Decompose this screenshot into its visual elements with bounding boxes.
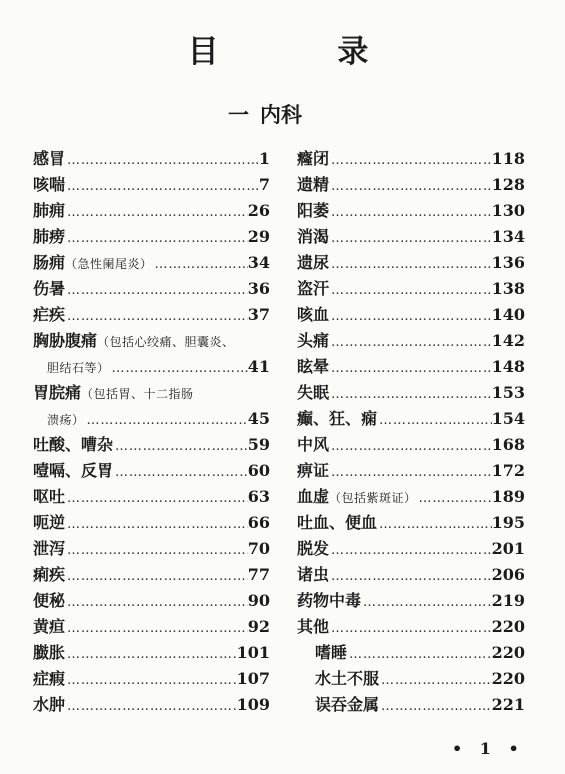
leader-dots [65, 538, 248, 564]
toc-entry [297, 614, 525, 640]
toc-entry-page: 219 [491, 591, 525, 610]
toc-entry [33, 432, 270, 458]
toc-entry-page: 148 [491, 357, 525, 376]
toc-entry-label: 嗜睡 [315, 643, 348, 662]
toc-entry [33, 146, 270, 172]
toc-entry-label: 肠痈 [33, 253, 66, 272]
leader-dots [329, 304, 492, 330]
toc-entry [297, 406, 525, 432]
toc-entry-note: （急性阑尾炎） [65, 257, 153, 271]
toc-entry-label: 癃闭 [297, 149, 330, 168]
toc-entry [297, 666, 525, 692]
toc-entry [297, 640, 525, 666]
toc-entry-label: 感冒 [33, 149, 66, 168]
leader-dots [113, 460, 248, 486]
leader-dots [379, 694, 492, 720]
toc-entry-note: （包括心绞痛、胆囊炎、 [97, 335, 235, 349]
toc-entry [33, 406, 270, 432]
leader-dots [113, 434, 248, 460]
toc-entry-label: 血虚 [297, 487, 330, 506]
leader-dots [329, 252, 492, 278]
toc-entry [33, 640, 270, 666]
toc-entry-page: 206 [491, 565, 525, 584]
toc-entry-page: 26 [247, 201, 270, 220]
toc-entry [297, 432, 525, 458]
toc-entry [297, 510, 525, 536]
leader-dots [417, 486, 492, 512]
toc-entry [297, 562, 525, 588]
toc-entry-label: 咳喘 [33, 175, 66, 194]
section-name: 内科 [260, 102, 302, 127]
toc-entry-page: 153 [491, 383, 525, 402]
toc-entry [33, 562, 270, 588]
leader-dots [379, 668, 492, 694]
toc-entry [297, 224, 525, 250]
toc-entry [297, 458, 525, 484]
toc-entry [33, 484, 270, 510]
leader-dots [85, 408, 248, 434]
toc-entry-page: 220 [491, 669, 525, 688]
toc-entry [33, 328, 270, 354]
toc-entry-page: 128 [491, 175, 525, 194]
section-heading [228, 99, 302, 129]
leader-dots [65, 694, 237, 720]
leader-dots [347, 642, 492, 668]
leader-dots [329, 226, 492, 252]
toc-entry [297, 198, 525, 224]
toc-entry [33, 276, 270, 302]
toc-entry-page: 59 [247, 435, 270, 454]
toc-entry-label: 臌胀 [33, 643, 66, 662]
leader-dots [377, 408, 492, 434]
leader-dots [329, 538, 492, 564]
toc-entry-label: 肺痈 [33, 201, 66, 220]
toc-entry [297, 328, 525, 354]
leader-dots [65, 278, 248, 304]
toc-entry-label: 吐酸、嘈杂 [33, 435, 114, 454]
toc-entry-label: 遗尿 [297, 253, 330, 272]
toc-entry [33, 198, 270, 224]
leader-dots [329, 382, 492, 408]
leader-dots [65, 226, 248, 252]
leader-dots [65, 668, 237, 694]
toc-entry-label: 呕吐 [33, 487, 66, 506]
toc-entry-page: 220 [491, 617, 525, 636]
toc-entry-page: 142 [491, 331, 525, 350]
leader-dots [329, 434, 492, 460]
toc-entry-note: （包括紫斑证） [329, 491, 417, 505]
toc-right-column [297, 146, 525, 718]
toc-entry-label: 误吞金属 [315, 695, 380, 714]
toc-entry-label: 水肿 [33, 695, 66, 714]
toc-entry-label: 水土不服 [315, 669, 380, 688]
toc-entry-page: 130 [491, 201, 525, 220]
leader-dots [329, 174, 492, 200]
toc-entry-page: 34 [247, 253, 270, 272]
toc-entry-page: 109 [236, 695, 270, 714]
leader-dots [329, 564, 492, 590]
leader-dots [329, 330, 492, 356]
toc-entry-page: 195 [491, 513, 525, 532]
toc-entry [297, 250, 525, 276]
toc-entry-page: 92 [247, 617, 270, 636]
toc-entry [33, 250, 270, 276]
toc-entry-label: 咳血 [297, 305, 330, 324]
leader-dots [65, 512, 248, 538]
leader-dots [329, 200, 492, 226]
toc-entry-page: 138 [491, 279, 525, 298]
toc-entry-page: 221 [491, 695, 525, 714]
leader-dots [361, 590, 492, 616]
leader-dots [110, 356, 248, 382]
leader-dots [65, 616, 248, 642]
toc-entry-label: 脱发 [297, 539, 330, 558]
toc-entry [33, 224, 270, 250]
toc-entry-label: 痢疾 [33, 565, 66, 584]
toc-entry-page: 172 [491, 461, 525, 480]
leader-dots [65, 304, 248, 330]
toc-entry [33, 380, 270, 406]
toc-entry-label: 消渴 [297, 227, 330, 246]
toc-entry [33, 692, 270, 718]
toc-entry-label: 遗精 [297, 175, 330, 194]
leader-dots [65, 200, 248, 226]
toc-entry-page: 168 [491, 435, 525, 454]
toc-entry-page: 201 [491, 539, 525, 558]
toc-entry [297, 146, 525, 172]
toc-entry-page: 41 [247, 357, 270, 376]
toc-entry [297, 484, 525, 510]
toc-entry-label: 诸虫 [297, 565, 330, 584]
toc-entry-label: 痹证 [297, 461, 330, 480]
leader-dots [153, 252, 248, 278]
toc-entry-label: 吐血、便血 [297, 513, 378, 532]
toc-entry-label: 胃脘痛 [33, 383, 82, 402]
toc-entry-label: 头痛 [297, 331, 330, 350]
toc-entry-page: 189 [491, 487, 525, 506]
toc-entry-note: 胆结石等） [47, 361, 110, 375]
toc-entry-label: 阳萎 [297, 201, 330, 220]
toc-entry-page: 107 [236, 669, 270, 688]
toc-entry-page: 7 [258, 175, 270, 194]
leader-dots [329, 460, 492, 486]
toc-entry [33, 588, 270, 614]
toc-entry [297, 692, 525, 718]
leader-dots [65, 564, 248, 590]
toc-entry [33, 302, 270, 328]
toc-entry [33, 354, 270, 380]
toc-entry-label: 药物中毒 [297, 591, 362, 610]
toc-entry-page: 29 [247, 227, 270, 246]
toc-entry-page: 136 [491, 253, 525, 272]
leader-dots [329, 278, 492, 304]
page-title: 目 录 [187, 34, 423, 70]
toc-entry-page: 37 [247, 305, 270, 324]
toc-entry-page: 140 [491, 305, 525, 324]
leader-dots [65, 148, 259, 174]
leader-dots [65, 590, 248, 616]
toc-entry-label: 症瘕 [33, 669, 66, 688]
toc-entry-page: 134 [491, 227, 525, 246]
toc-entry-label: 眩晕 [297, 357, 330, 376]
toc-entry [297, 172, 525, 198]
toc-entry [33, 666, 270, 692]
toc-entry-label: 肺痨 [33, 227, 66, 246]
leader-dots [329, 148, 492, 174]
page-number: • 1 • [452, 739, 525, 758]
toc-entry-page: 118 [491, 149, 525, 168]
toc-entry-label: 盗汗 [297, 279, 330, 298]
toc-entry-label: 胸胁腹痛 [33, 331, 98, 350]
section-number: 一 [228, 102, 249, 127]
toc-entry-note: 溃疡） [47, 413, 85, 427]
toc-entry-label: 疟疾 [33, 305, 66, 324]
toc-entry-label: 中风 [297, 435, 330, 454]
leader-dots [329, 356, 492, 382]
toc-entry-page: 77 [247, 565, 270, 584]
toc-entry [297, 302, 525, 328]
toc-entry-page: 66 [247, 513, 270, 532]
toc-entry-label: 癫、狂、痫 [297, 409, 378, 428]
toc-entry-page: 63 [247, 487, 270, 506]
leader-dots [65, 642, 237, 668]
leader-dots [329, 616, 492, 642]
toc-entry-page: 45 [247, 409, 270, 428]
toc-entry-label: 失眠 [297, 383, 330, 402]
toc-entry-page: 101 [236, 643, 270, 662]
toc-entry [297, 588, 525, 614]
toc-entry-label: 黄疸 [33, 617, 66, 636]
toc-entry-page: 220 [491, 643, 525, 662]
leader-dots [377, 512, 492, 538]
toc-entry-label: 呃逆 [33, 513, 66, 532]
toc-entry [297, 276, 525, 302]
toc-entry-note: （包括胃、十二指肠 [81, 387, 194, 401]
leader-dots [65, 174, 259, 200]
toc-entry-label: 便秘 [33, 591, 66, 610]
toc-entry [297, 354, 525, 380]
toc-entry [33, 458, 270, 484]
toc-entry [297, 380, 525, 406]
toc-entry-page: 1 [258, 149, 270, 168]
toc-entry-label: 噎嗝、反胃 [33, 461, 114, 480]
toc-entry-page: 70 [247, 539, 270, 558]
toc-entry [33, 614, 270, 640]
toc-entry-label: 其他 [297, 617, 330, 636]
toc-entry-page: 90 [247, 591, 270, 610]
toc-entry [33, 536, 270, 562]
leader-dots [65, 486, 248, 512]
toc-entry-page: 154 [491, 409, 525, 428]
toc-entry-page: 60 [247, 461, 270, 480]
toc-left-column [33, 146, 270, 718]
toc-entry [33, 510, 270, 536]
toc-entry-label: 泄泻 [33, 539, 66, 558]
toc-entry [33, 172, 270, 198]
toc-entry [297, 536, 525, 562]
toc-entry-label: 伤暑 [33, 279, 66, 298]
toc-entry-page: 36 [247, 279, 270, 298]
